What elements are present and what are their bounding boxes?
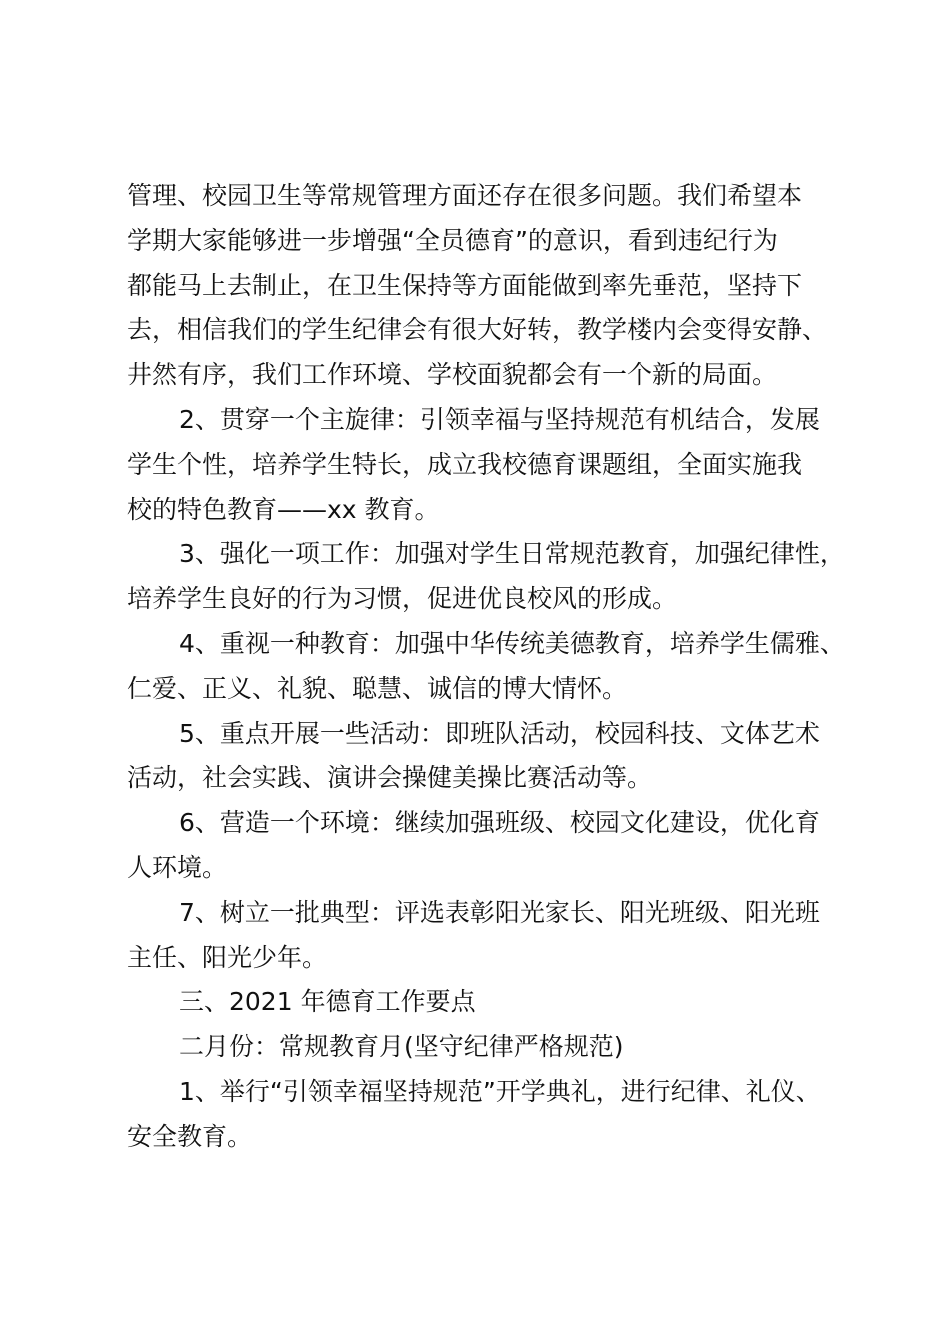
body-line: 人环境。 — [127, 852, 228, 882]
body-line: 仁爱、正义、礼貌、聪慧、诚信的博大情怀。 — [127, 673, 628, 703]
body-line: 主任、阳光少年。 — [127, 942, 328, 972]
document-body — [127, 174, 847, 1160]
body-line: 学期大家能够进一步增强“全员德育”的意识，看到违纪行为 — [127, 225, 778, 255]
paragraph-item-5: 5、重点开展一些活动：即班队活动，校园科技、文体艺术 — [179, 718, 820, 748]
body-line: 学生个性，培养学生特长，成立我校德育课题组，全面实施我 — [127, 449, 803, 479]
body-line: 井然有序，我们工作环境、学校面貌都会有一个新的局面。 — [127, 360, 778, 390]
paragraph-item-3: 3、强化一项工作：加强对学生日常规范教育，加强纪律性， — [179, 539, 845, 569]
section-heading: 三、2021 年德育工作要点 — [179, 987, 476, 1017]
body-line: 活动，社会实践、演讲会操健美操比赛活动等。 — [127, 763, 653, 793]
paragraph-item-4: 4、重视一种教育：加强中华传统美德教育，培养学生儒雅、 — [179, 628, 845, 658]
body-line: 校的特色教育——xx 教育。 — [127, 494, 440, 524]
paragraph-item-2: 2、贯穿一个主旋律：引领幸福与坚持规范有机结合，发展 — [179, 404, 820, 434]
body-line: 都能马上去制止，在卫生保持等方面能做到率先垂范，坚持下 — [127, 270, 803, 300]
paragraph-item-1: 1、举行“引领幸福坚持规范”开学典礼，进行纪律、礼仪、 — [179, 1076, 821, 1106]
paragraph-item-7: 7、树立一批典型：评选表彰阳光家长、阳光班级、阳光班 — [179, 897, 820, 927]
paragraph-item-6: 6、营造一个环境：继续加强班级、校园文化建设，优化育 — [179, 808, 820, 838]
body-line: 培养学生良好的行为习惯，促进优良校风的形成。 — [127, 584, 678, 614]
body-line: 安全教育。 — [127, 1121, 253, 1151]
body-line: 去，相信我们的学生纪律会有很大好转，教学楼内会变得安静、 — [127, 315, 828, 345]
body-line: 管理、校园卫生等常规管理方面还存在很多问题。我们希望本 — [127, 181, 803, 210]
month-heading: 二月份：常规教育月(坚守纪律严格规范) — [179, 1032, 624, 1062]
